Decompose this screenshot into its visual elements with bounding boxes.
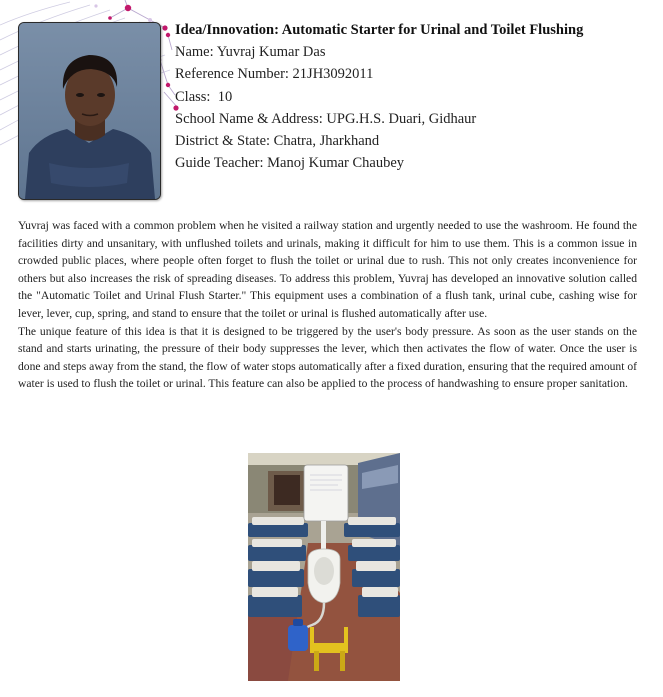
school-name-address: School Name & Address: UPG.H.S. Duari, Gidhaur	[175, 110, 477, 127]
description-paragraph-2: The unique feature of this idea is that it is designed to be triggered by the user's body pressure. As soon as the user stands on the stand and starts urinating, the pressure of their body suppresses the lever, which then activates the flow of water. Once the user is done and steps away from the stand, the flow of water stops automatically after a fixed duration, ensuring that the required amount of water is used to flush the toilet or urinal. This feature can also be applied to the process of handwashing to ensure proper sanitation.	[18, 324, 637, 391]
district-state: District & State: Chatra, Jharkhand	[175, 133, 380, 150]
student-portrait-photo	[18, 22, 161, 200]
student-info-block	[175, 19, 645, 174]
class-info: Class: 10	[175, 88, 233, 105]
invention-photo	[248, 453, 400, 681]
guide-teacher: Guide Teacher: Manoj Kumar Chaubey	[175, 155, 405, 172]
idea-title: Idea/Innovation: Automatic Starter for Urinal and Toilet Flushing	[175, 22, 584, 38]
student-name: Name: Yuvraj Kumar Das	[175, 44, 326, 61]
reference-number: Reference Number: 21JH3092011	[175, 66, 374, 83]
description-text	[18, 217, 637, 393]
description-paragraph-1: Yuvraj was faced with a common problem when he visited a railway station and urgently needed to use the washroom. He found the facilities dirty and unsanitary, with unflushed toilets and urinals, making it difficult for him to use them. This is a common issue in crowded public places, where people often forget to flush the toilet or urinal due to rush. This not only creates inconvenience for others but also increases the risk of spreading diseases. To address this problem, Yuvraj has developed an innovative solution called the "Automatic Toilet and Urinal Flush Starter." This equipment uses a combination of a flush tank, urinal cube, cashing wise for lever, lever, cup, spring, and stand to ensure that the toilet or urinal is flushed automatically after use.	[18, 219, 637, 320]
